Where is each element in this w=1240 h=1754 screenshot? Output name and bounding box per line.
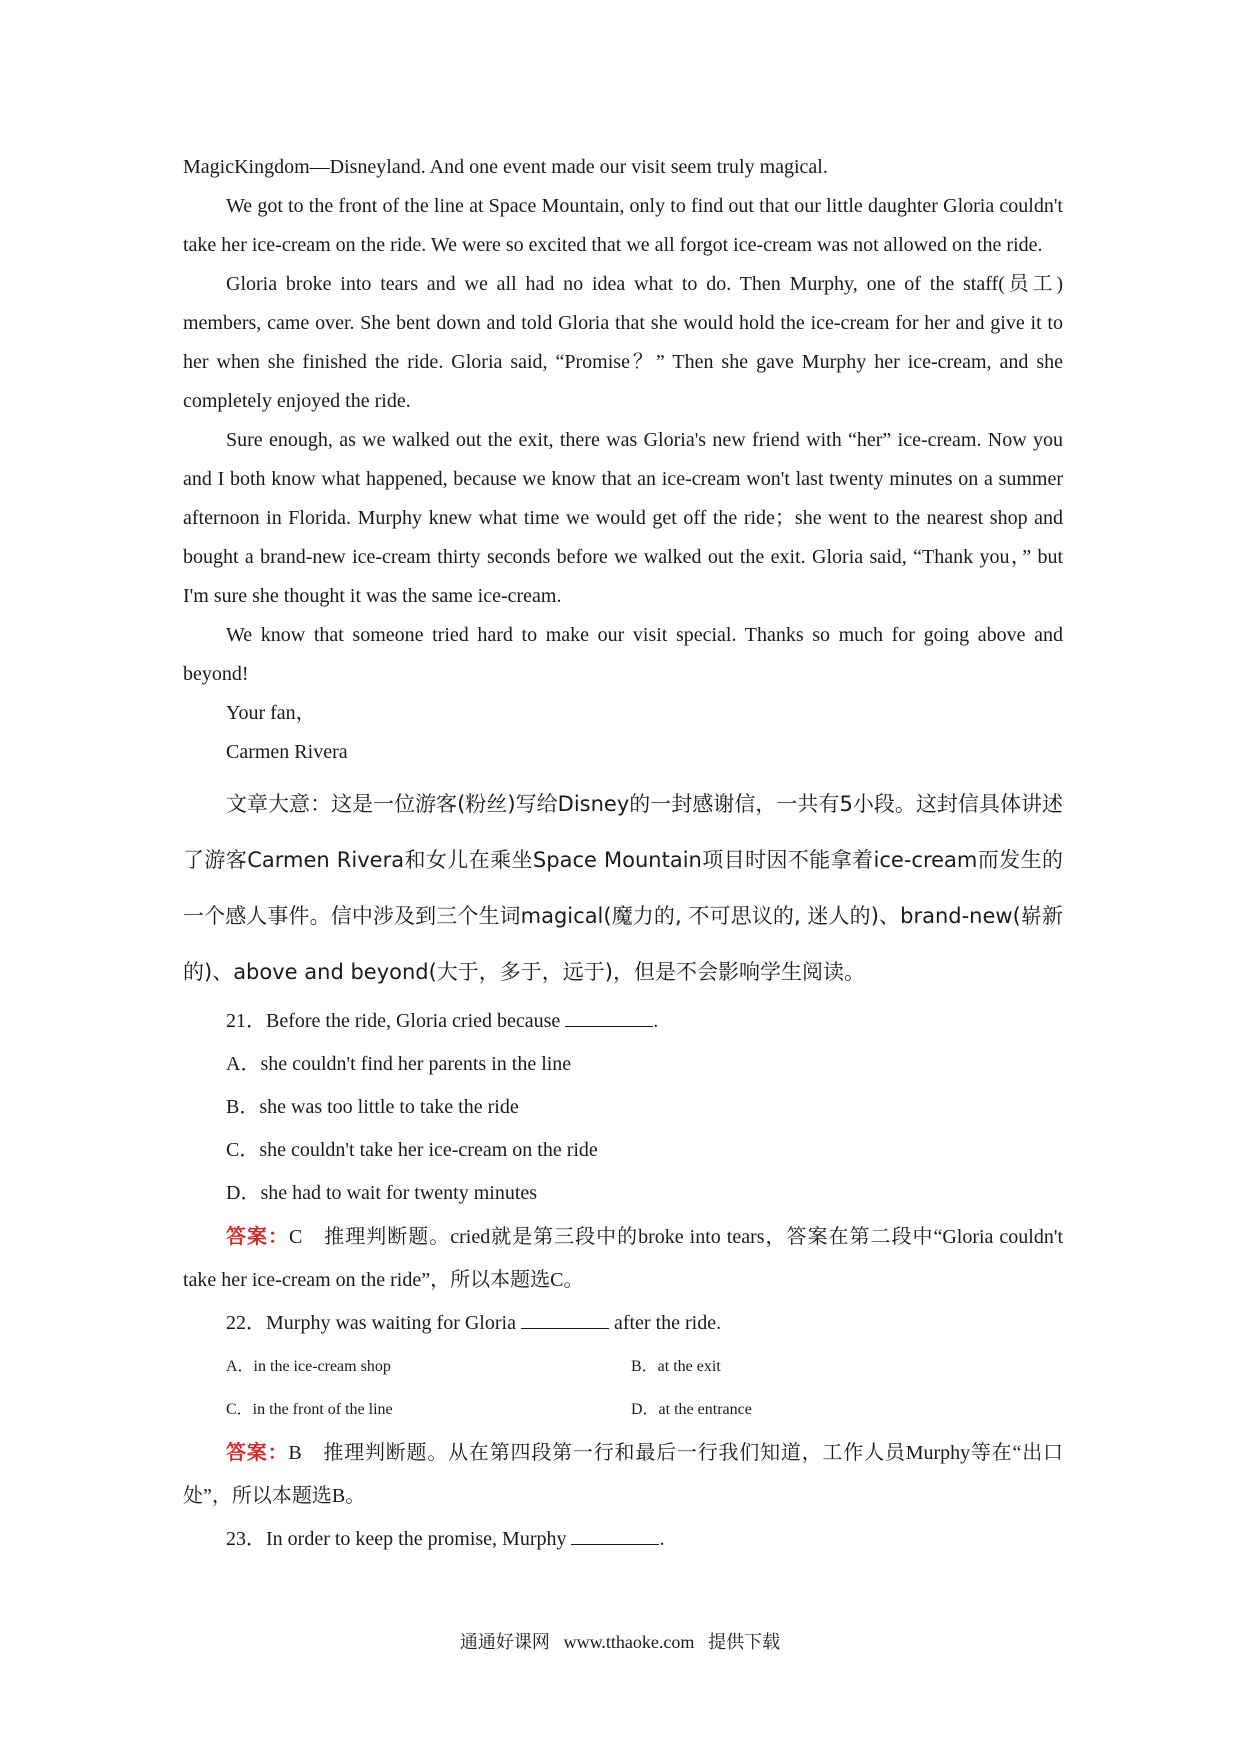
question-23-stem-end: . xyxy=(659,1528,665,1550)
question-21-stem-end: . xyxy=(653,1010,659,1032)
page-footer xyxy=(0,1628,1240,1654)
question-22-options-row-2 xyxy=(183,1388,1063,1431)
answer-label: 答案： xyxy=(226,1440,289,1464)
answer-blank xyxy=(565,1008,653,1027)
question-22-option-a: A．in the ice-cream shop xyxy=(226,1358,391,1375)
question-22-stem-end: after the ride. xyxy=(608,1312,722,1334)
letter-paragraph-4: Sure enough, as we walked out the exit, there was Gloria's new friend with “her” ice-cream. Now you and I both know what happened, because we know that an ice-cream won't last twenty minutes on a summer afternoon in Florida. Murphy knew what time we would get off the ride；she went to the nearest shop and bought a brand-new ice-cream thirty seconds before we walked out the exit. Gloria said, “Thank you，” but I'm sure she thought it was the same ice-cream. xyxy=(183,429,1063,607)
question-21-stem: 21．Before the ride, Gloria cried because xyxy=(226,1010,566,1032)
answer-explanation: B 推理判断题。从在第四段第一行和最后一行我们知道，工作人员Murphy等在“出口处”，所以本题选B。 xyxy=(183,1442,1063,1507)
question-21-option-b: B．she was too little to take the ride xyxy=(226,1096,519,1118)
page-content xyxy=(183,148,1063,1561)
footer-site-name: 通通好课网 xyxy=(459,1632,550,1653)
letter-paragraph-2: We got to the front of the line at Space Mountain, only to find out that our little daughter Gloria couldn't take her ice-cream on the ride. We were so excited that we all forgot ice-cream was not allowed on the ride. xyxy=(183,195,1063,256)
question-23 xyxy=(183,1518,1063,1561)
letter-signature: Carmen Rivera xyxy=(226,741,348,763)
letter-paragraph-3: Gloria broke into tears and we all had no idea what to do. Then Murphy, one of the staff(员工) members, came over. She bent down and told Gloria that she would hold the ice-cream for her and give it to her when she finished the ride. Gloria said, “Promise？” Then she gave Murphy her ice-cream, and she completely enjoyed the ride. xyxy=(183,273,1063,412)
question-21-option-a: A．she couldn't find her parents in the line xyxy=(226,1053,572,1075)
letter-closing: Your fan， xyxy=(226,702,316,724)
footer-download-text: 提供下载 xyxy=(708,1632,781,1653)
question-22 xyxy=(183,1302,1063,1345)
question-22-stem: 22．Murphy was waiting for Gloria xyxy=(226,1312,521,1334)
question-22-option-b: B．at the exit xyxy=(631,1358,721,1375)
question-22-options-row-1 xyxy=(183,1345,1063,1388)
letter-paragraph-5: We know that someone tried hard to make our visit special. Thanks so much for going above and beyond! xyxy=(183,624,1063,685)
question-22-option-c: C．in the front of the line xyxy=(226,1401,393,1418)
answer-explanation: C 推理判断题。cried就是第三段中的broke into tears，答案在第二段中“Gloria couldn't take her ice-cream on the ride”，所以本题选C。 xyxy=(183,1226,1064,1291)
answer-blank xyxy=(571,1526,659,1545)
answer-blank xyxy=(521,1310,609,1329)
question-21-option-c: C．she couldn't take her ice-cream on the ride xyxy=(226,1139,598,1161)
question-21 xyxy=(183,1000,1063,1043)
question-21-answer xyxy=(183,1215,1063,1302)
question-22-option-d: D．at the entrance xyxy=(631,1401,752,1418)
footer-url[interactable]: www.tthaoke.com xyxy=(563,1632,695,1652)
answer-label: 答案： xyxy=(226,1224,289,1248)
question-23-stem: 23．In order to keep the promise, Murphy xyxy=(226,1528,572,1550)
letter-paragraph-1: MagicKingdom—Disneyland. And one event made our visit seem truly magical. xyxy=(183,156,828,178)
question-21-option-d: D．she had to wait for twenty minutes xyxy=(226,1182,538,1204)
question-22-answer xyxy=(183,1431,1063,1518)
article-summary: 文章大意：这是一位游客(粉丝)写给Disney的一封感谢信，一共有5小段。这封信具体讲述了游客Carmen Rivera和女儿在乘坐Space Mountain项目时因不能拿着ice-cream而发生的一个感人事件。信中涉及到三个生词magical(魔力的, 不可思议的, 迷人的)、brand-new(崭新的)、above and beyond(大于，多于，远于)，但是不会影响学生阅读。 xyxy=(183,792,1063,984)
